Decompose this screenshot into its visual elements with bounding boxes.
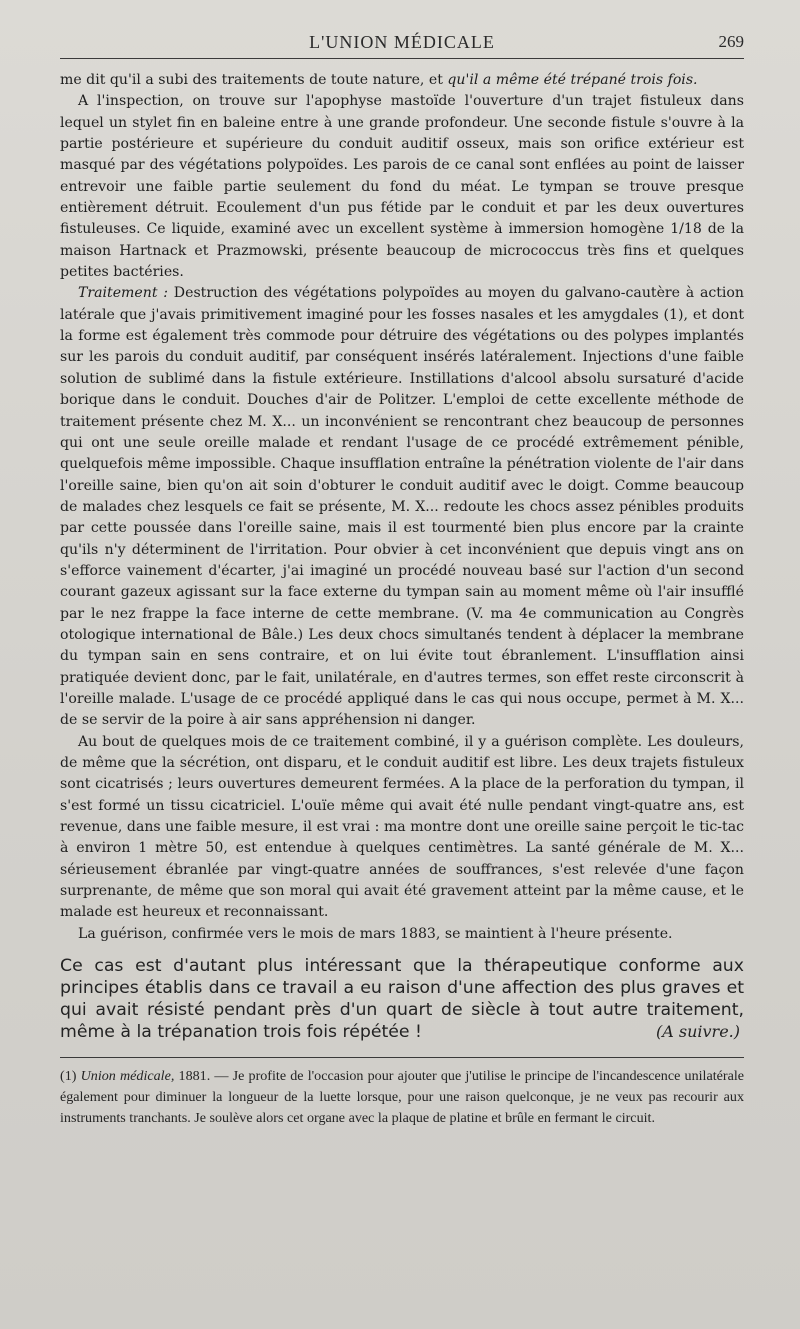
running-title: L'UNION MÉDICALE	[309, 32, 495, 52]
conclusion-paragraph	[60, 955, 744, 1043]
paragraph-traitement	[60, 283, 744, 731]
conclusion-block	[60, 955, 744, 1043]
footnote-source: Union médicale,	[80, 1068, 175, 1085]
paragraph-confirmation: La guérison, confirmée vers le mois de mars 1883, se maintient à l'heure présente.	[78, 925, 673, 942]
footnote-rule	[60, 1057, 744, 1058]
conclusion-text: Ce cas est d'autant plus intéressant que la thérapeutique conforme aux principes établis dans ce travail a eu raison d'une affection des plus graves et qui avait résisté pendant près d'un quart de siècle à tout autre traitement, même à la trépanation trois fois répétée !	[60, 956, 744, 1043]
running-head	[60, 28, 744, 62]
footnote	[60, 1066, 744, 1128]
page-number: 269	[718, 32, 744, 51]
paragraph-inspection: A l'inspection, on trouve sur l'apophyse mastoïde l'ouverture d'un trajet fistuleux dans lequel un stylet fin en baleine entre à une grande profondeur. Une seconde fistule s'ouvre à la partie postérieure et supérieure du conduit auditif osseux, mais son orifice extérieur est masqué par des végétations polypoïdes. Les parois de ce canal sont enflées au point de laisser entrevoir une faible partie seulement du fond du méat. Le tympan se trouve presque entièrement détruit. Ecoulement d'un pus fétide par le conduit et par les deux ouvertures fistuleuses. Ce liquide, examiné avec un excellent système à immersion homogène 1/18 de la maison Hartnack et Prazmowski, présente beaucoup de micrococcus très fins et quelques petites bactéries.	[60, 93, 744, 281]
paragraph-guerison: Au bout de quelques mois de ce traitement combiné, il y a guérison complète. Les douleurs, de même que la sécrétion, ont disparu, et le conduit auditif est libre. Les deux trajets fistuleux sont cicatrisés ; leurs ouvertures demeurent fermées. A la place de la perforation du tympan, il s'est formé un tissu cicatriciel. L'ouïe même qui avait été nulle pendant vingt-quatre ans, est revenue, dans une faible mesure, il est vrai : ma montre dont une oreille saine perçoit le tic-tac à environ 1 mètre 50, est entendue à quelques centimètres. La santé générale de M. X... sérieusement ébranlée par vingt-quatre années de souffrances, s'est relevée d'une façon surprenante, de même que son moral qui avait été gravement atteint par la même cause, et le malade est heureux et reconnaissant.	[60, 733, 744, 921]
traitement-heading: Traitement :	[78, 285, 169, 302]
footnote-text: (1) Union médicale, 1881. — Je profite de l'occasion pour ajouter que j'utilise le principe de l'incandescence unilatérale également pour diminuer la longueur de la luette lorsque, pour une raison quelconque, je ne veux pas recourir aux instruments tranchants. Je soulève alors cet organe avec la plaque de platine et brûle en fermant le circuit.	[60, 1068, 744, 1126]
to-follow-note: (A suivre.)	[656, 1022, 740, 1042]
paragraph-1-italic: qu'il a même été trépané trois fois.	[447, 72, 698, 88]
paragraph-1	[60, 70, 744, 91]
body-text	[60, 70, 744, 945]
traitement-text: Destruction des végétations polypoïdes au moyen du galvano-cautère à action latérale que j'avais primitivement imaginé pour les fosses nasales et les amygdales (1), et dont la forme est également très commode pour détruire des végétations ou des polypes implantés sur les parois du conduit auditif, par conséquent insérés latéralement. Injections d'une faible solution de sublimé dans la fistule extérieure. Instillations d'alcool absolu sursaturé d'acide borique dans le conduit. Douches d'air de Politzer. L'emploi de cette excellente méthode de traitement présente chez M. X... un inconvénient se rencontrant chez beaucoup de personnes qui ont une seule oreille malade et rendant l'usage de ce procédé extrêmement pénible, quelquefois même impossible. Chaque insufflation entraîne la pénétration violente de l'air dans l'oreille saine, bien qu'on ait soin d'obturer le conduit auditif avec le doigt. Comme beaucoup de malades chez lesquels ce fait se présente, M. X... redoute les chocs assez pénibles produits par cette poussée dans l'oreille saine, mais il est tourmenté bien plus encore par la crainte qu'ils n'y déterminent de l'irritation. Pour obvier à cet inconvénient que depuis vingt ans on s'efforce vainement d'écarter, j'ai imaginé un procédé nouveau basé sur l'action d'un second courant gazeux agissant sur la face externe du tympan sain au moment même où l'air insufflé par le nez frappe la face interne de cette membrane. (V. ma 4e communication au Congrès otologique international de Bâle.) Les deux chocs simultanés tendent à déplacer la membrane du tympan sain en sens contraire, et on lui évite tout ébranlement. L'insufflation ainsi pratiquée devient donc, par le fait, unilatérale, en d'autres termes, son effet reste circonscrit à l'oreille malade. L'usage de ce procédé appliqué dans le cas qui nous occupe, permet à M. X... de se servir de la poire à air sans appréhension ni danger.	[60, 285, 744, 729]
paragraph-1-roman: me dit qu'il a subi des traitements de toute nature, et	[60, 72, 448, 88]
header-rule	[60, 58, 744, 59]
